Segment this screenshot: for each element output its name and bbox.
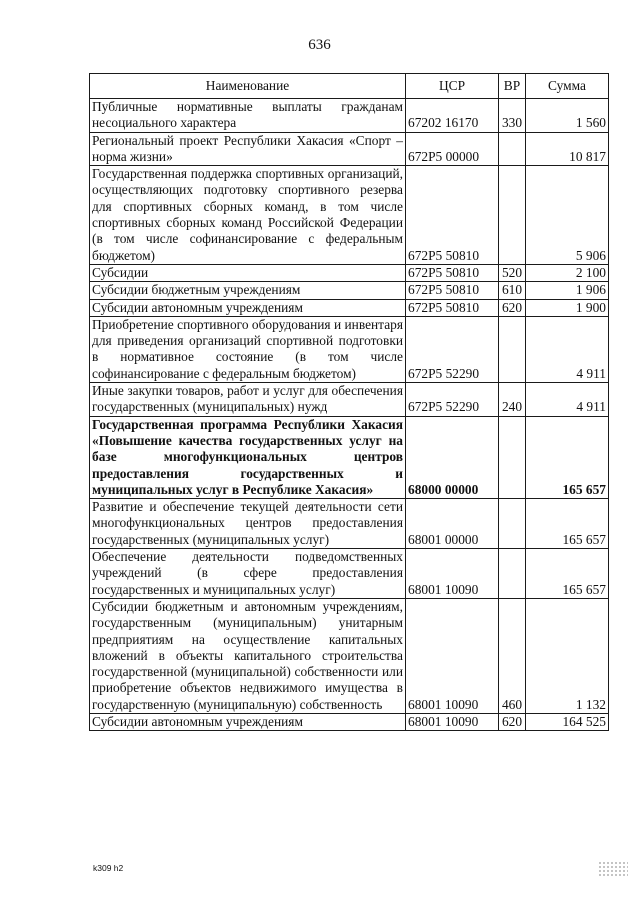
row-vr: 240 xyxy=(499,383,526,417)
row-csr: 68000 00000 xyxy=(406,416,499,498)
row-name: Субсидии автономным учреждениям xyxy=(90,713,406,730)
row-name: Публичные нормативные выплаты гражданам несоциального характера xyxy=(90,99,406,133)
row-sum: 4 911 xyxy=(526,383,609,417)
row-vr xyxy=(499,499,526,549)
table-header-row xyxy=(90,74,609,99)
row-sum: 1 560 xyxy=(526,99,609,133)
row-name: Субсидии xyxy=(90,264,406,281)
row-sum: 165 657 xyxy=(526,416,609,498)
page-number: 636 xyxy=(308,37,331,53)
table-row xyxy=(90,499,609,549)
table-row xyxy=(90,713,609,730)
row-vr: 620 xyxy=(499,713,526,730)
row-csr: 672P5 52290 xyxy=(406,316,499,382)
row-name: Субсидии бюджетным учреждениям xyxy=(90,282,406,299)
table-row xyxy=(90,99,609,133)
row-sum: 165 657 xyxy=(526,549,609,599)
table-row xyxy=(90,549,609,599)
row-sum: 164 525 xyxy=(526,713,609,730)
row-sum: 4 911 xyxy=(526,316,609,382)
row-sum: 10 817 xyxy=(526,132,609,166)
row-vr: 620 xyxy=(499,299,526,316)
row-sum: 1 900 xyxy=(526,299,609,316)
budget-table xyxy=(89,73,609,731)
table-row xyxy=(90,316,609,382)
row-vr xyxy=(499,549,526,599)
row-name: Региональный проект Республики Хакасия «Спорт – норма жизни» xyxy=(90,132,406,166)
row-sum: 1 132 xyxy=(526,598,609,713)
table-row xyxy=(90,264,609,281)
table-row xyxy=(90,282,609,299)
row-sum: 5 906 xyxy=(526,166,609,265)
row-csr: 672P5 00000 xyxy=(406,132,499,166)
scan-noise-mark xyxy=(598,861,628,877)
header-vr: ВР xyxy=(499,74,526,99)
row-csr: 68001 10090 xyxy=(406,713,499,730)
row-sum: 165 657 xyxy=(526,499,609,549)
table-body xyxy=(90,99,609,731)
row-vr xyxy=(499,316,526,382)
footer-document-code: k309 h2 xyxy=(93,863,124,873)
row-name: Государственная поддержка спортивных организаций, осуществляющих подготовку спортивного резерва для спортивных сборных команд, в том числе спортивных сборных команд Российской Федерации (в том числе софинансирование с федеральным бюджетом) xyxy=(90,166,406,265)
row-vr xyxy=(499,166,526,265)
row-csr: 68001 10090 xyxy=(406,549,499,599)
row-csr: 672P5 50810 xyxy=(406,166,499,265)
table-row-program xyxy=(90,416,609,498)
row-vr: 330 xyxy=(499,99,526,133)
header-sum: Сумма xyxy=(526,74,609,99)
row-csr: 672P5 52290 xyxy=(406,383,499,417)
row-vr xyxy=(499,416,526,498)
row-name: Развитие и обеспечение текущей деятельности сети многофункциональных центров предоставления государственных (муниципальных услуг) xyxy=(90,499,406,549)
row-sum: 2 100 xyxy=(526,264,609,281)
row-csr: 672P5 50810 xyxy=(406,299,499,316)
row-name: Обеспечение деятельности подведомственных учреждений (в сфере предоставления государственных и муниципальных услуг) xyxy=(90,549,406,599)
row-vr xyxy=(499,132,526,166)
row-name: Субсидии автономным учреждениям xyxy=(90,299,406,316)
row-vr: 610 xyxy=(499,282,526,299)
table-row xyxy=(90,132,609,166)
table-row xyxy=(90,598,609,713)
row-csr: 672P5 50810 xyxy=(406,264,499,281)
row-name: Субсидии бюджетным и автономным учреждениям, государственным (муниципальным) унитарным предприятиям на осуществление капитальных вложений в объекты капитального строительства государственной (муниципальной) собственности или приобретение объектов недвижимого имущества в государственную (муниципальную) собственность xyxy=(90,598,406,713)
row-csr: 67202 16170 xyxy=(406,99,499,133)
row-vr: 520 xyxy=(499,264,526,281)
header-name: Наименование xyxy=(90,74,406,99)
row-csr: 68001 10090 xyxy=(406,598,499,713)
row-vr: 460 xyxy=(499,598,526,713)
row-csr: 68001 00000 xyxy=(406,499,499,549)
table-row xyxy=(90,166,609,265)
table-row xyxy=(90,299,609,316)
header-csr: ЦСР xyxy=(406,74,499,99)
row-name: Государственная программа Республики Хакасия «Повышение качества государственных услуг на базе многофункциональных центров предоставления государственных и муниципальных услуг в Республике Хакасия» xyxy=(90,416,406,498)
table-row xyxy=(90,383,609,417)
row-sum: 1 906 xyxy=(526,282,609,299)
row-name: Приобретение спортивного оборудования и инвентаря для приведения организаций спортивной подготовки в нормативное состояние (в том числе софинансирование с федеральным бюджетом) xyxy=(90,316,406,382)
row-csr: 672P5 50810 xyxy=(406,282,499,299)
row-name: Иные закупки товаров, работ и услуг для обеспечения государственных (муниципальных) нужд xyxy=(90,383,406,417)
